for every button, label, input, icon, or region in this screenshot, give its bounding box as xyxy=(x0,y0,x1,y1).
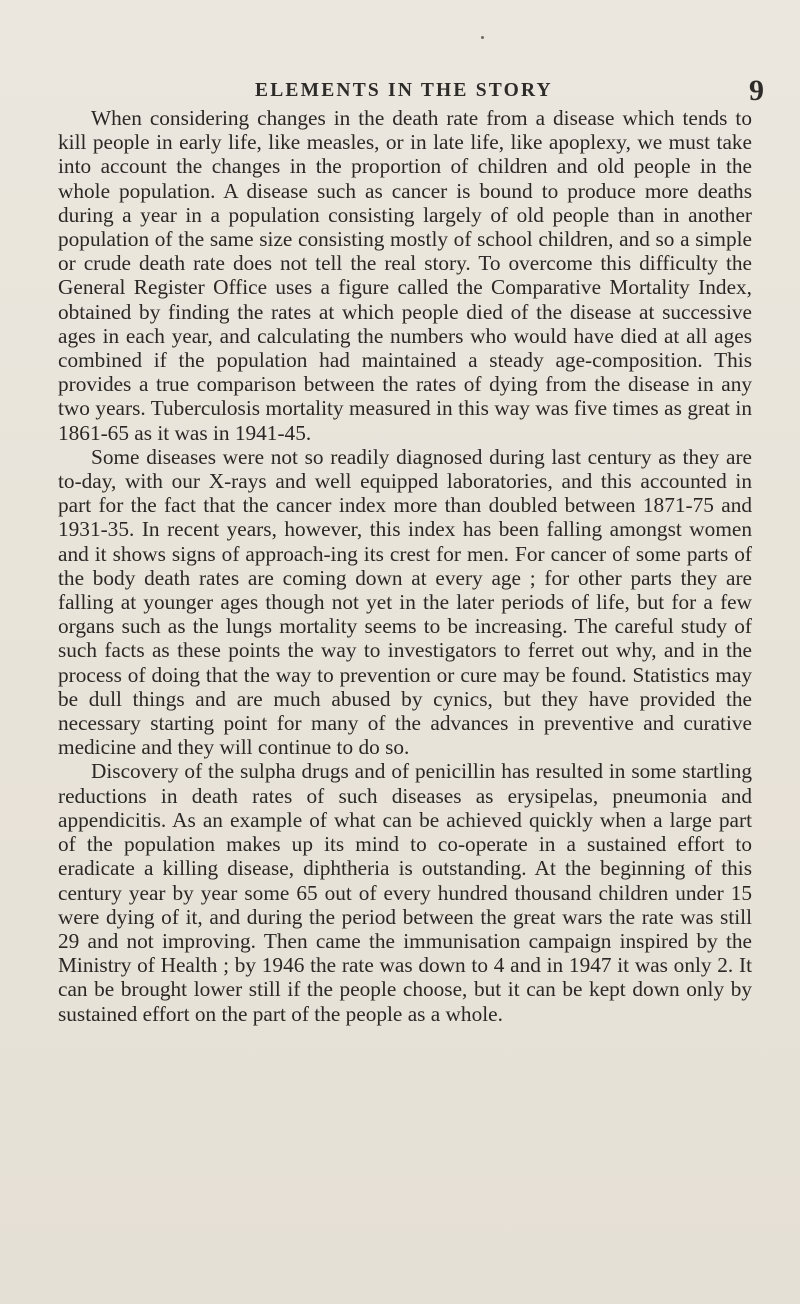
page-number: 9 xyxy=(749,74,764,107)
paragraph-drugs-diphtheria: Discovery of the sulpha drugs and of penicillin has resulted in some startling reductions in death rates of such diseases as erysipelas, pneumonia and appendicitis. As an example of what can be achieved quickly when a large part of the population makes up its mind to co-operate in a sustained effort to eradicate a killing disease, diphtheria is outstanding. At the beginning of this century year by year some 65 out of every hundred thousand children under 15 were dying of it, and during the period between the great wars the rate was still 29 and not improving. Then came the immunisation campaign inspired by the Ministry of Health ; by 1946 the rate was down to 4 and in 1947 it was only 2. It can be brought lower still if the people choose, but it can be kept down only by sustained effort on the part of the people as a whole. xyxy=(58,759,752,1026)
paragraph-diagnosis-cancer: Some diseases were not so readily diagnosed during last century as they are to-day, with our X-rays and well equipped laboratories, and this accounted in part for the fact that the cancer index more than doubled between 1871-75 and 1931-35. In recent years, however, this index has been falling amongst women and it shows signs of approach-ing its crest for men. For cancer of some parts of the body death rates are coming down at every age ; for other parts they are falling at younger ages though not yet in the later periods of life, but for a few organs such as the lungs mortality seems to be increasing. The careful study of such facts as these points the way to investigators to ferret out why, and in the process of doing that the way to prevention or cure may be found. Statistics may be dull things and are much abused by cynics, but they have provided the necessary starting point for many of the advances in preventive and curative medicine and they will continue to do so. xyxy=(58,444,752,760)
body-text xyxy=(58,106,752,1026)
running-head: ELEMENTS IN THE STORY xyxy=(255,80,553,101)
paper-speck xyxy=(481,36,484,39)
paragraph-comparative-mortality: When considering changes in the death rate from a disease which tends to kill people in early life, like measles, or in late life, like apoplexy, we must take into account the changes in the proportion of children and old people in the whole population. A disease such as cancer is bound to produce more deaths during a year in a population consisting largely of old people than in another population of the same size consisting mostly of school children, and so a simple or crude death rate does not tell the real story. To overcome this difficulty the General Register Office uses a figure called the Comparative Mortality Index, obtained by finding the rates at which people died of the disease at successive ages in each year, and calculating the numbers who would have died at all ages combined if the population had maintained a steady age-composition. This provides a true comparison between the rates of dying from the disease in any two years. Tuberculosis mortality measured in this way was five times as great in 1861-65 as it was in 1941-45. xyxy=(58,106,752,445)
